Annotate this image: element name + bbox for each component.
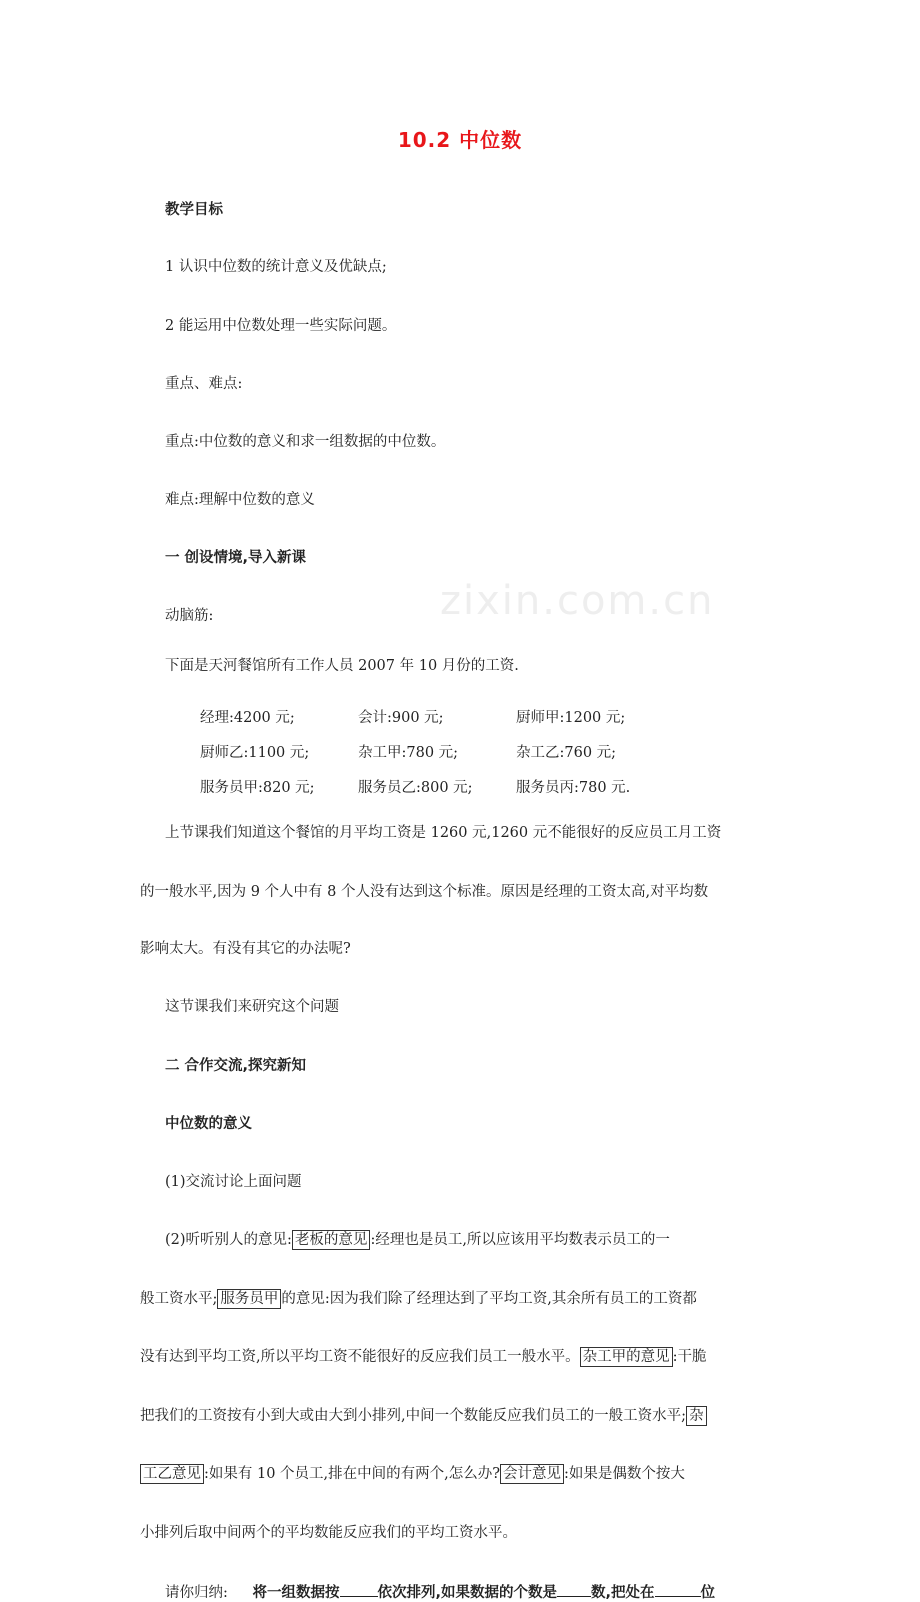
salary-item: 服务员乙:800 元; bbox=[358, 780, 473, 796]
discussion-line bbox=[140, 1407, 780, 1425]
discussion-line bbox=[140, 1465, 780, 1483]
discussion-text: :干脆 bbox=[672, 1349, 707, 1365]
page-title: 10.2 中位数 bbox=[397, 128, 523, 152]
discussion-line bbox=[140, 1348, 780, 1366]
difficult-point: 难点:理解中位数的意义 bbox=[165, 492, 315, 508]
handyman-b-opinion-box: 杂 bbox=[686, 1406, 707, 1426]
salary-item: 杂工乙:760 元; bbox=[516, 745, 617, 761]
goals-heading: 教学目标 bbox=[165, 202, 223, 218]
summary-text: 依次排列,如果数据的个数是 bbox=[377, 1585, 558, 1601]
salary-item: 服务员甲:820 元; bbox=[200, 780, 315, 796]
discussion-text: 般工资水平; bbox=[140, 1291, 218, 1307]
key-point: 重点:中位数的意义和求一组数据的中位数。 bbox=[165, 434, 446, 450]
boss-opinion-box: 老板的意见 bbox=[292, 1230, 371, 1250]
discussion-line: 小排列后取中间两个的平均数能反应我们的平均工资水平。 bbox=[140, 1525, 517, 1541]
paragraph-research: 这节课我们来研究这个问题 bbox=[165, 999, 339, 1015]
waiter-opinion-box: 服务员甲 bbox=[217, 1289, 281, 1309]
discussion-text: 把我们的工资按有小到大或由大到小排列,中间一个数能反应我们员工的一般工资水平; bbox=[140, 1408, 686, 1424]
discussion-line bbox=[165, 1231, 920, 1249]
paragraph-line: 上节课我们知道这个餐馆的月平均工资是 1260 元,1260 元不能很好的反应员工月工资 bbox=[165, 825, 722, 841]
section-1-heading: 一 创设情境,导入新课 bbox=[165, 550, 307, 566]
summary-text: 将一组数据按 bbox=[252, 1585, 340, 1601]
summary-lead: 请你归纳: bbox=[165, 1585, 228, 1601]
discussion-line bbox=[140, 1290, 780, 1308]
fill-blank[interactable] bbox=[340, 1582, 378, 1597]
handyman-b-opinion-box: 工乙意见 bbox=[140, 1464, 204, 1484]
goal-2: 2 能运用中位数处理一些实际问题。 bbox=[165, 318, 397, 334]
discussion-text: :如果有 10 个员工,排在中间的有两个,怎么办? bbox=[204, 1466, 501, 1482]
median-meaning-heading: 中位数的意义 bbox=[165, 1116, 252, 1132]
salary-intro: 下面是天河餐馆所有工作人员 2007 年 10 月份的工资. bbox=[165, 658, 519, 674]
summary-text: 数,把处在 bbox=[591, 1585, 655, 1601]
paragraph-line: 的一般水平,因为 9 个人中有 8 个人没有达到这个标准。原因是经理的工资太高,对平均数 bbox=[140, 884, 709, 900]
salary-item: 经理:4200 元; bbox=[200, 710, 295, 726]
brainstorm-label: 动脑筋: bbox=[165, 608, 214, 624]
discussion-text: :经理也是员工,所以应该用平均数表示员工的一 bbox=[370, 1232, 670, 1248]
discussion-text: 没有达到平均工资,所以平均工资不能很好的反应我们员工一般水平。 bbox=[140, 1349, 580, 1365]
discussion-text: (2)听听别人的意见: bbox=[165, 1232, 292, 1248]
key-heading: 重点、难点: bbox=[165, 376, 243, 392]
discussion-text: 的意见:因为我们除了经理达到了平均工资,其余所有员工的工资都 bbox=[281, 1291, 697, 1307]
salary-item: 厨师甲:1200 元; bbox=[516, 710, 626, 726]
summary-text: 位 bbox=[700, 1585, 716, 1601]
goal-1: 1 认识中位数的统计意义及优缺点; bbox=[165, 259, 387, 275]
handyman-a-opinion-box: 杂工甲的意见 bbox=[580, 1347, 673, 1367]
accountant-opinion-box: 会计意见 bbox=[500, 1464, 564, 1484]
section-2-heading: 二 合作交流,探究新知 bbox=[165, 1058, 307, 1074]
fill-blank[interactable] bbox=[557, 1582, 591, 1597]
salary-item: 服务员丙:780 元. bbox=[516, 780, 631, 796]
step-1: (1)交流讨论上面问题 bbox=[165, 1174, 302, 1190]
salary-item: 会计:900 元; bbox=[358, 710, 444, 726]
watermark: zixin.com.cn bbox=[440, 578, 715, 624]
fill-blank[interactable] bbox=[655, 1582, 701, 1597]
summary-line bbox=[165, 1582, 920, 1602]
discussion-text: :如果是偶数个按大 bbox=[564, 1466, 685, 1482]
paragraph-line: 影响太大。有没有其它的办法呢? bbox=[140, 941, 351, 957]
salary-item: 杂工甲:780 元; bbox=[358, 745, 459, 761]
salary-item: 厨师乙:1100 元; bbox=[200, 745, 310, 761]
